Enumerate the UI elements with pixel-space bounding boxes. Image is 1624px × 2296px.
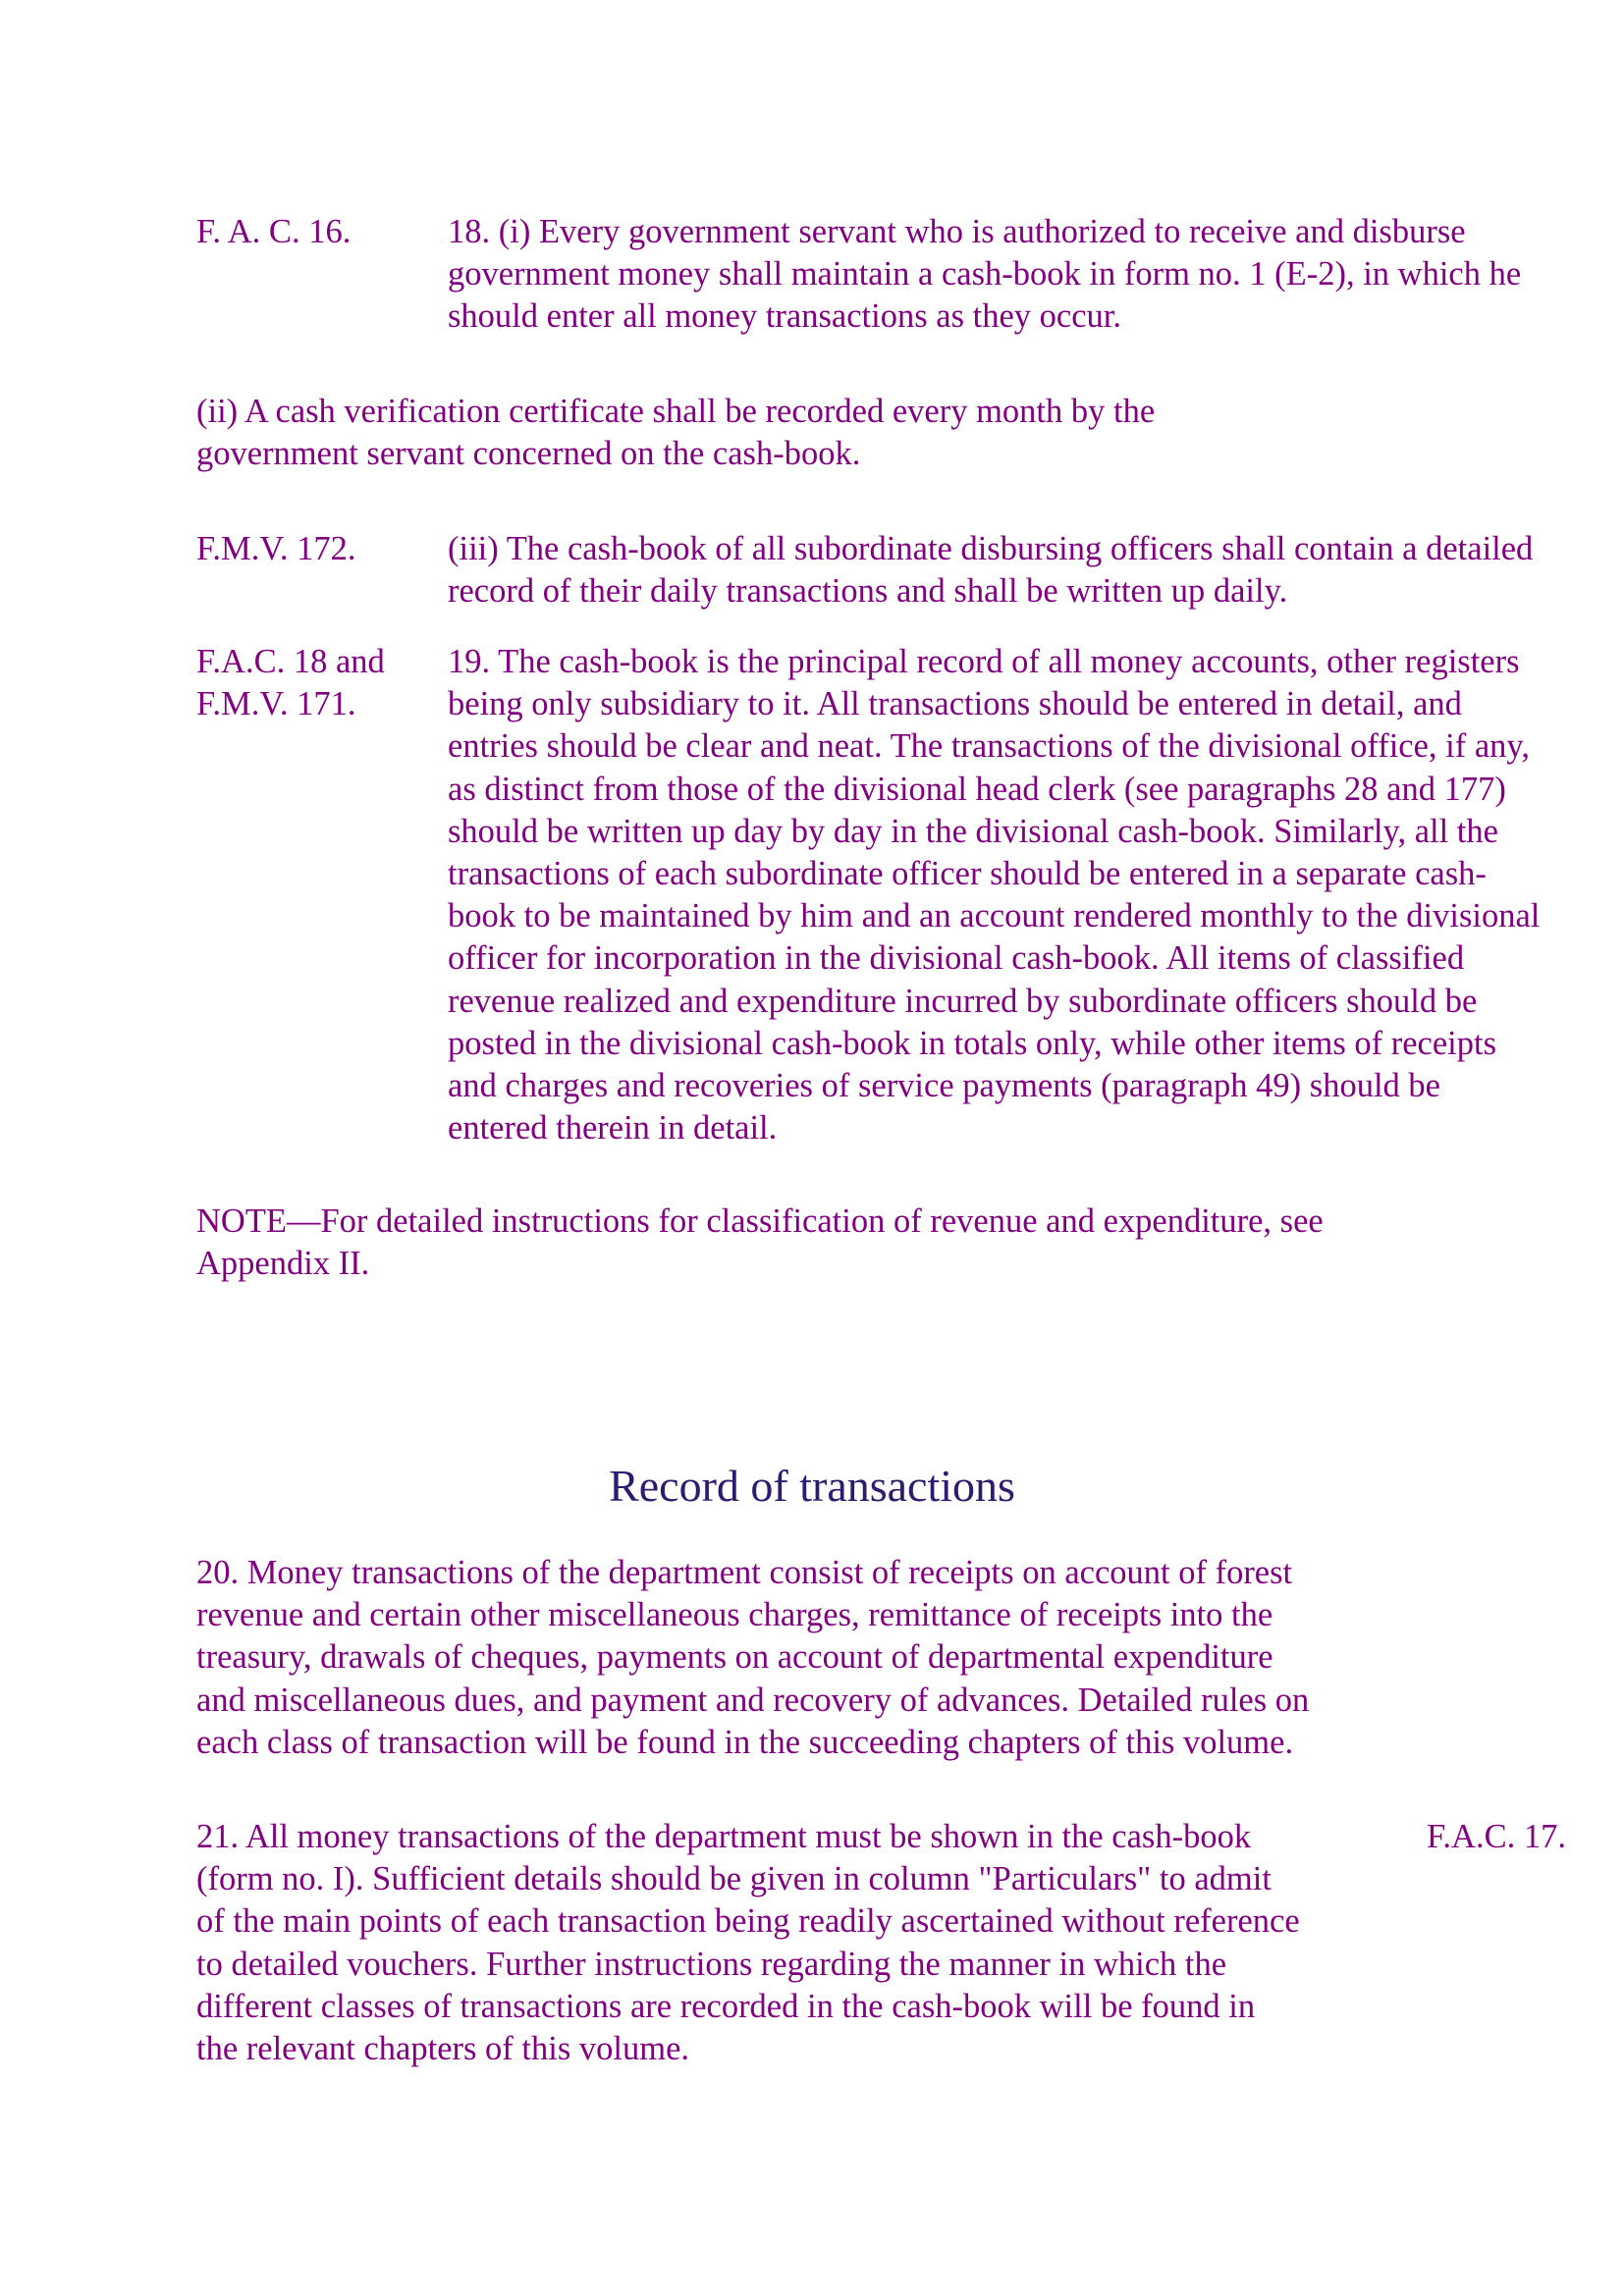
- text-line: record of their daily transactions and shall be written up daily.: [448, 572, 1288, 611]
- text-line: revenue and certain other miscellaneous charges, remittance of receipts into the: [196, 1596, 1273, 1634]
- text-line: 18. (i) Every government servant who is authorized to receive and disburse: [448, 213, 1466, 250]
- section-heading: Record of transactions: [609, 1461, 1015, 1511]
- text-line: entered therein in detail.: [448, 1109, 778, 1148]
- text-line: should enter all money transactions as they occur.: [448, 297, 1121, 336]
- paragraph-18-iii: [448, 528, 1533, 613]
- text-line: treasury, drawals of cheques, payments on account of departmental expenditure: [196, 1638, 1273, 1677]
- paragraph-20: [196, 1552, 1309, 1764]
- text-line: of the main points of each transaction being readily ascertained without reference: [196, 1902, 1300, 1941]
- text-line: and charges and recoveries of service payments (paragraph 49) should be: [448, 1067, 1440, 1105]
- text-line: (iii) The cash-book of all subordinate disbursing officers shall contain a detailed: [448, 530, 1534, 567]
- text-line: officer for incorporation in the divisional cash-book. All items of classified: [448, 939, 1465, 978]
- margin-ref-line: F.A.C. 18 and: [196, 643, 385, 680]
- text-line: revenue realized and expenditure incurred by subordinate officers should be: [448, 982, 1478, 1020]
- margin-ref-fac-18-fmv-171: [196, 641, 385, 725]
- text-line: posted in the divisional cash-book in totals only, while other items of receipts: [448, 1024, 1497, 1062]
- margin-ref-line: F.M.V. 171.: [196, 685, 356, 723]
- paragraph-18-ii: [196, 391, 1155, 475]
- text-line: 21. All money transactions of the department must be shown in the cash-book: [196, 1818, 1252, 1855]
- text-line: as distinct from those of the divisional head clerk (see paragraphs 28 and 177): [448, 770, 1506, 808]
- text-line: entries should be clear and neat. The transactions of the divisional office, if any,: [448, 727, 1531, 766]
- text-line: government money shall maintain a cash-book in form no. 1 (E-2), in which he: [448, 255, 1522, 294]
- text-line: the relevant chapters of this volume.: [196, 2030, 690, 2068]
- text-line: book to be maintained by him and an account rendered monthly to the divisional: [448, 897, 1541, 935]
- paragraph-18-i: [448, 211, 1521, 339]
- text-line: NOTE—For detailed instructions for classification of revenue and expenditure, see: [196, 1202, 1324, 1240]
- text-line: should be written up day by day in the divisional cash-book. Similarly, all the: [448, 812, 1498, 850]
- text-line: (ii) A cash verification certificate shall be recorded every month by the: [196, 393, 1156, 430]
- text-line: transactions of each subordinate officer should be entered in a separate cash-: [448, 855, 1487, 893]
- note-paragraph: [196, 1201, 1324, 1285]
- text-line: to detailed vouchers. Further instructions regarding the manner in which the: [196, 1945, 1227, 1983]
- text-line: different classes of transactions are recorded in the cash-book will be found in: [196, 1987, 1256, 2025]
- text-line: each class of transaction will be found in the succeeding chapters of this volume.: [196, 1723, 1294, 1761]
- paragraph-21: [196, 1816, 1300, 2070]
- text-line: 19. The cash-book is the principal record of all money accounts, other registers: [448, 643, 1520, 680]
- text-line: government servant concerned on the cash-book.: [196, 435, 861, 473]
- text-line: and miscellaneous dues, and payment and recovery of advances. Detailed rules on: [196, 1681, 1310, 1719]
- text-line: 20. Money transactions of the department consist of receipts on account of forest: [196, 1554, 1293, 1591]
- paragraph-19: [448, 641, 1540, 1149]
- margin-ref-fmv-172: F.M.V. 172.: [196, 530, 356, 567]
- text-line: being only subsidiary to it. All transactions should be entered in detail, and: [448, 685, 1462, 723]
- margin-ref-fac-16: F. A. C. 16.: [196, 213, 352, 250]
- text-line: (form no. I). Sufficient details should be given in column "Particulars" to admit: [196, 1860, 1272, 1898]
- margin-ref-fac-17: F.A.C. 17.: [1427, 1818, 1566, 1855]
- text-line: Appendix II.: [196, 1245, 370, 1283]
